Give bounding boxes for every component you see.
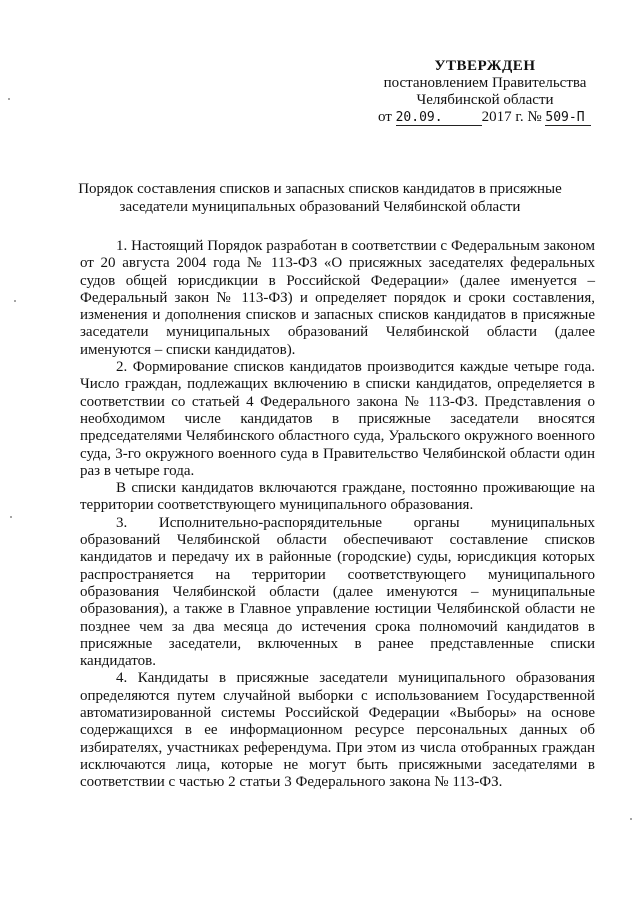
paragraph-1: 1. Настоящий Порядок разработан в соответствии с Федеральным законом от 20 августа 2004 года № 113-ФЗ «О присяжных заседателях федеральных судов общей юрисдикции в Российской Федерации» (далее именуется – Федеральный закон № 113-ФЗ) и определяет порядок и сроки составления, изменения и дополнения списков и запасных списков кандидатов в присяжные заседатели муниципальных образований Челябинской области (далее именуются – списки кандидатов).: [80, 238, 595, 358]
approval-title: УТВЕРЖДЕН: [434, 58, 536, 74]
approval-line-2: Челябинской области: [416, 92, 554, 108]
paragraph-2: 2. Формирование списков кандидатов производится каждые четыре года. Число граждан, подлежащих включению в списки кандидатов, определяется в соответствии со статьей 4 Федерального закона № 113-ФЗ. Представления о необходимом числе кандидатов в присяжные заседатели вносятся председателями Челябинского областного суда, Уральского окружного военного суда, 3-го окружного военного суда в Правительство Челябинской области один раз в четыре года.: [80, 359, 595, 479]
scan-speck: [8, 98, 10, 100]
heading-line-1: Порядок составления списков и запасных списков кандидатов в присяжные: [78, 181, 562, 197]
approval-prefix: от: [378, 109, 392, 125]
paragraph-3: В списки кандидатов включаются граждане, постоянно проживающие на территории соответствующего муниципального образования.: [80, 480, 595, 514]
approval-line-1: постановлением Правительства: [383, 75, 587, 91]
scan-speck: [630, 818, 632, 820]
approval-stamp: [360, 58, 610, 126]
paragraph-5: 4. Кандидаты в присяжные заседатели муниципального образования определяются путем случайной выборки с использованием Государственной автоматизированной системы Российской Федерации «Выборы» на основе содержащихся в ее информационном ресурсе персональных данных об избирателях, участниках референдума. При этом из числа отобранных граждан исключаются лица, которые не могут быть присяжными заседателями в соответствии с частью 2 статьи 3 Федерального закона № 113-ФЗ.: [80, 670, 595, 791]
scan-speck: [10, 516, 12, 518]
document-body: [80, 238, 595, 792]
approval-date-line: [360, 109, 610, 126]
scan-speck: [14, 300, 16, 302]
paragraph-4: 3. Исполнительно-распорядительные органы муниципальных образований Челябинской области обеспечивают составление списков кандидатов и передачу их в районные (городские) суды, юрисдикция которых распространяется на территории соответствующего муниципального образования Челябинской области (далее именуются – муниципальные образования), а также в Главное управление юстиции Челябинской области не позднее чем за два месяца до истечения срока полномочий кандидатов в присяжные заседатели, включенных в ранее представленные списки кандидатов.: [80, 514, 595, 670]
approval-year: 2017 г. №: [481, 109, 542, 125]
approval-number: 509-П: [545, 111, 591, 126]
document-heading: [70, 180, 570, 216]
heading-line-2: заседатели муниципальных образований Челябинской области: [119, 199, 521, 215]
approval-date: 20.09.: [396, 111, 482, 126]
